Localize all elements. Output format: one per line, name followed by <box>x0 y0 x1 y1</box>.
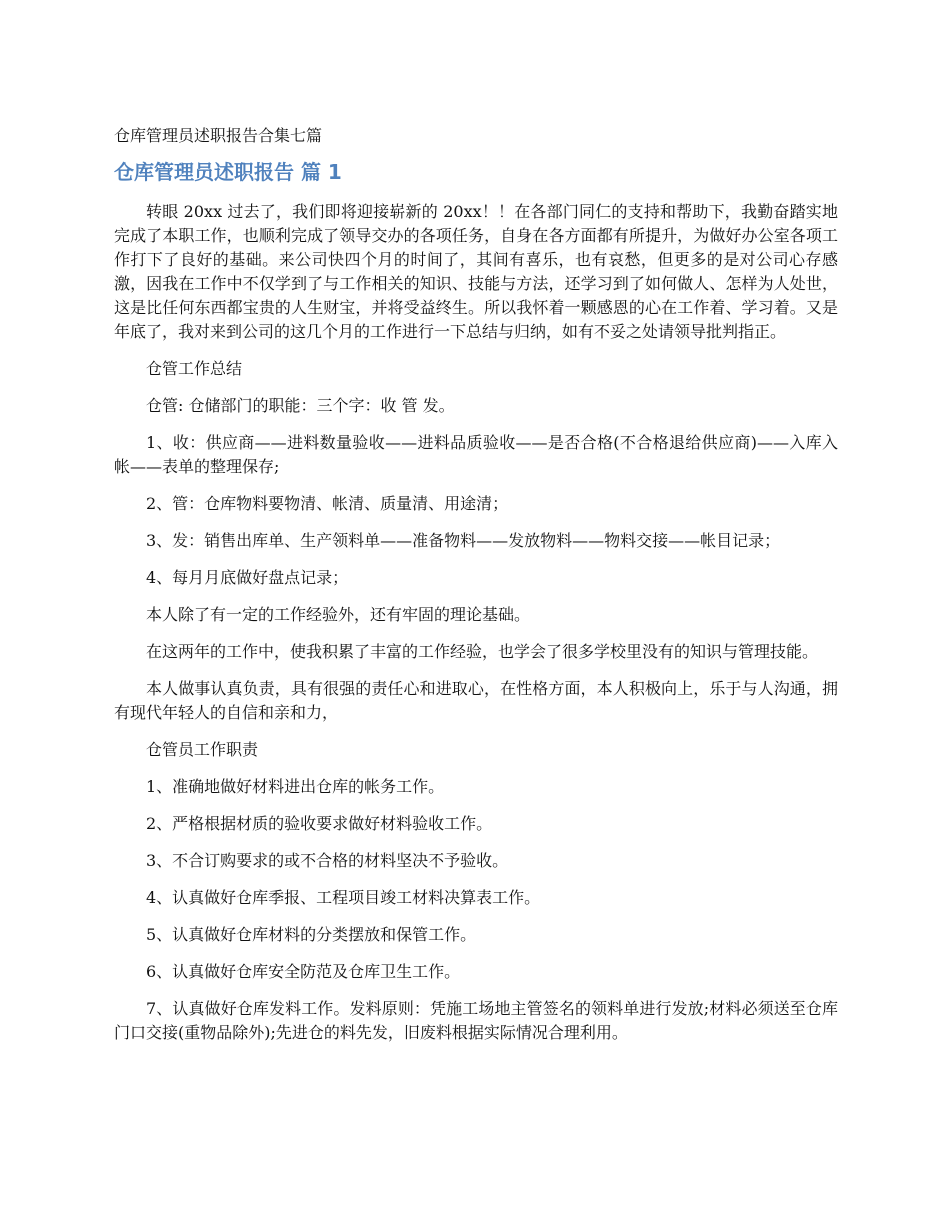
paragraph-issue: 3、发：销售出库单、生产领料单——准备物料——发放物料——物料交接——帐目记录； <box>146 531 781 550</box>
paragraph-duty-2: 2、严格根据材质的验收要求做好材料验收工作。 <box>146 814 493 833</box>
document-title: 仓库管理员述职报告合集七篇 <box>114 126 323 145</box>
paragraph-duty-5: 5、认真做好仓库材料的分类摆放和保管工作。 <box>146 925 477 944</box>
paragraph-experience: 在这两年的工作中，使我积累了丰富的工作经验，也学会了很多学校里没有的知识与管理技能。 <box>146 642 819 661</box>
paragraph-duty-6: 6、认真做好仓库安全防范及仓库卫生工作。 <box>146 962 461 981</box>
paragraph-receive: 1、收：供应商——进料数量验收——进料品质验收——是否合格(不合格退给供应商)——入库入帐——表单的整理保存; <box>114 433 838 476</box>
paragraph-theory: 本人除了有一定的工作经验外，还有牢固的理论基础。 <box>146 605 531 624</box>
paragraph-intro: 转眼 20xx 过去了，我们即将迎接崭新的 20xx！！在各部门同仁的支持和帮助下，我勤奋踏实地完成了本职工作，也顺利完成了领导交办的各项任务，自身在各方面都有所提升，为做好办公室各项工作打下了良好的基础。来公司快四个月的时间了，其间有喜乐，也有哀愁，但更多的是对公司心存感激，因我在工作中不仅学到了与工作相关的知识、技能与方法，还学习到了如何做人、怎样为人处世，这是比任何东西都宝贵的人生财宝，并将受益终生。所以我怀着一颗感恩的心在工作着、学习着。又是年底了，我对来到公司的这几个月的工作进行一下总结与归纳，如有不妥之处请领导批判指正。 <box>114 202 838 341</box>
paragraph-functions: 仓管: 仓储部门的职能：三个字：收 管 发。 <box>146 396 455 415</box>
paragraph-subheading-summary: 仓管工作总结 <box>146 359 243 378</box>
document-body <box>114 124 838 1058</box>
paragraph-personality: 本人做事认真负责，具有很强的责任心和进取心，在性格方面，本人积极向上，乐于与人沟通，拥有现代年轻人的自信和亲和力， <box>114 679 838 722</box>
paragraph-manage: 2、管：仓库物料要物清、帐清、质量清、用途清； <box>146 494 509 513</box>
paragraph-duty-1: 1、准确地做好材料进出仓库的帐务工作。 <box>146 777 445 796</box>
paragraph-inventory: 4、每月月底做好盘点记录； <box>146 568 349 587</box>
paragraph-duty-7: 7、认真做好仓库发料工作。发料原则：凭施工场地主管签名的领料单进行发放;材料必须送至仓库门口交接(重物品除外);先进仓的料先发，旧废料根据实际情况合理利用。 <box>114 999 838 1042</box>
paragraph-duty-3: 3、不合订购要求的或不合格的材料坚决不予验收。 <box>146 851 509 870</box>
section-heading: 仓库管理员述职报告 篇 1 <box>114 160 342 184</box>
paragraph-subheading-duties: 仓管员工作职责 <box>146 740 259 759</box>
paragraph-duty-4: 4、认真做好仓库季报、工程项目竣工材料决算表工作。 <box>146 888 541 907</box>
